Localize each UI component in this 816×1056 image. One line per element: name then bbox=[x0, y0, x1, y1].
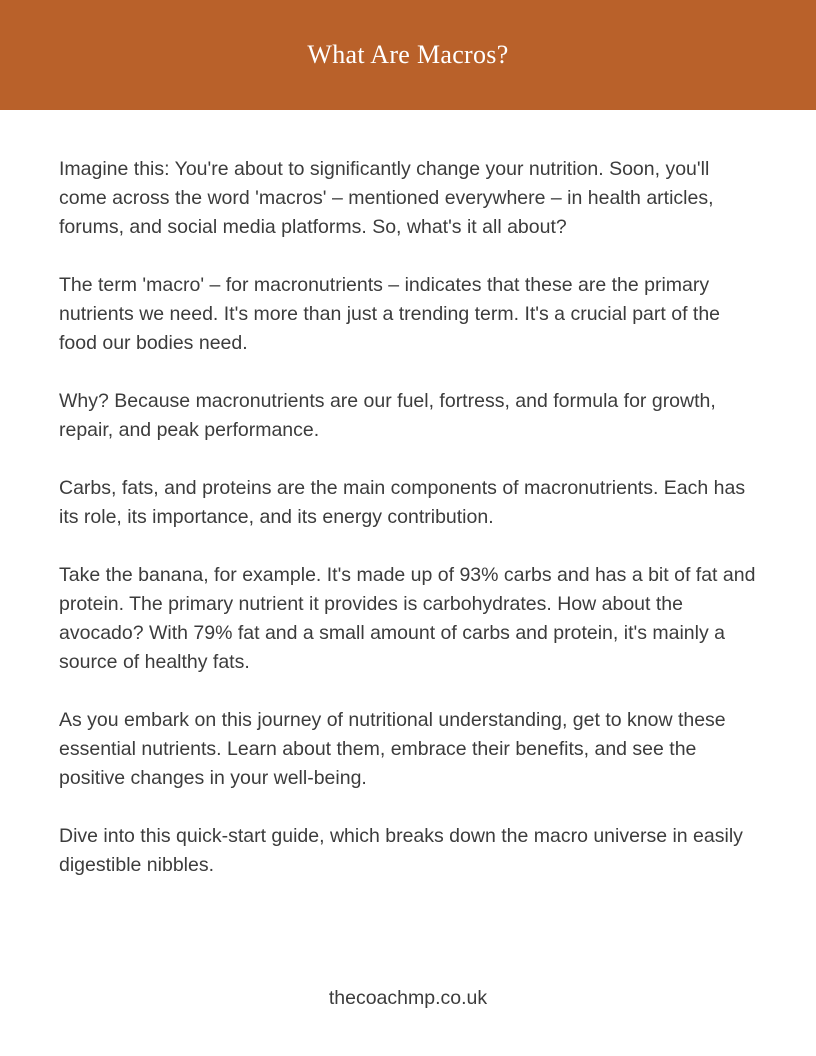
paragraph-journey: As you embark on this journey of nutritional understanding, get to know these essential nutrients. Learn about them, embrace their benefits, and see the positive changes in your well-being. bbox=[59, 709, 726, 789]
paragraph-macro-term: The term 'macro' – for macronutrients – indicates that these are the primary nutrients we need. It's more than just a trending term. It's a crucial part of the food our bodies need. bbox=[59, 274, 721, 354]
paragraph-intro: Imagine this: You're about to significantly change your nutrition. Soon, you'll come across the word 'macros' – mentioned everywhere – in health articles, forums, and social media platforms. So, what's it all about? bbox=[59, 158, 714, 238]
paragraph-why: Why? Because macronutrients are our fuel, fortress, and formula for growth, repair, and peak performance. bbox=[59, 390, 716, 441]
paragraph-guide: Dive into this quick-start guide, which breaks down the macro universe in easily digestible nibbles. bbox=[59, 825, 743, 876]
header-banner bbox=[0, 0, 816, 110]
page-title: What Are Macros? bbox=[307, 40, 509, 69]
article-body bbox=[59, 155, 759, 909]
paragraph-components: Carbs, fats, and proteins are the main components of macronutrients. Each has its role, its importance, and its energy contribution. bbox=[59, 477, 746, 528]
footer-website: thecoachmp.co.uk bbox=[328, 987, 488, 1009]
paragraph-examples: Take the banana, for example. It's made up of 93% carbs and has a bit of fat and protein. The primary nutrient it provides is carbohydrates. How about the avocado? With 79% fat and a small amount of carbs and protein, it's mainly a source of healthy fats. bbox=[59, 564, 756, 673]
